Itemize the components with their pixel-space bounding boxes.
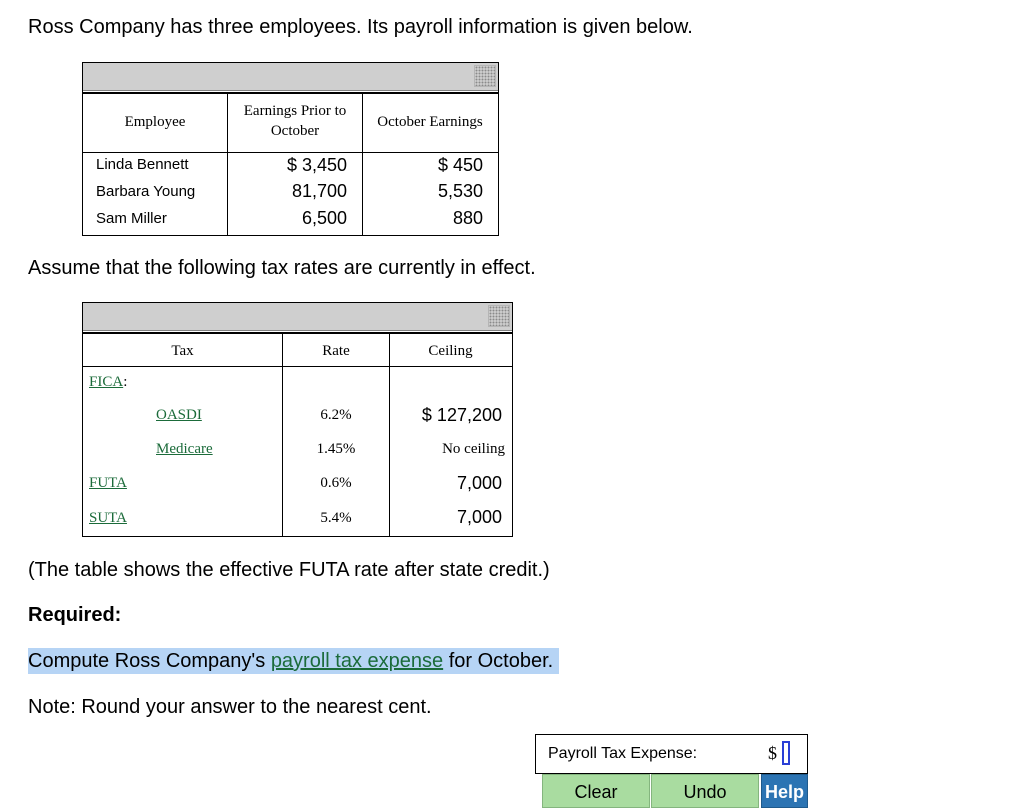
header-earnings-prior-october: October (270, 123, 320, 139)
payroll-tax-expense-link[interactable]: payroll tax expense (270, 650, 444, 672)
oasdi-link[interactable]: OASDI (156, 407, 202, 423)
intro-text: Ross Company has three employees. Its payroll information is given below. (28, 16, 693, 38)
october-earnings: 880 (452, 208, 483, 228)
header-october-earnings: October Earnings (377, 114, 483, 130)
undo-button[interactable]: Undo (651, 774, 759, 808)
medicare-link[interactable]: Medicare (156, 441, 213, 457)
fica-label (89, 374, 127, 391)
futa-link[interactable]: FUTA (89, 475, 127, 491)
october-earnings: 5,530 (437, 181, 483, 201)
payroll-table-titlebar (83, 63, 498, 91)
question-after: for October. (443, 650, 554, 672)
october-earnings: $ 450 (437, 155, 483, 175)
tax-rates-table (82, 302, 513, 537)
answer-row (535, 734, 808, 774)
clear-button[interactable]: Clear (542, 774, 650, 808)
tax-rate: 6.2% (320, 407, 352, 423)
tax-ceiling: No ceiling (442, 441, 505, 457)
answer-widget (535, 734, 808, 808)
tax-rate: 0.6% (320, 475, 352, 491)
question-before: Compute Ross Company's (28, 650, 271, 672)
tax-ceiling: 7,000 (456, 507, 502, 527)
futa-note: (The table shows the effective FUTA rate after state credit.) (28, 559, 550, 581)
earnings-prior: 81,700 (291, 181, 347, 201)
rounding-note: Note: Round your answer to the nearest cent. (28, 696, 432, 718)
question-text (28, 650, 559, 673)
required-heading: Required: (28, 604, 122, 626)
help-button[interactable]: Help (761, 774, 808, 808)
employee-name: Sam Miller (96, 210, 167, 227)
payroll-table-grip-icon[interactable] (474, 65, 496, 87)
employee-name: Linda Bennett (96, 156, 189, 173)
header-tax: Tax (171, 343, 194, 359)
header-rate: Rate (322, 343, 350, 359)
employee-name: Barbara Young (96, 183, 196, 200)
assume-text: Assume that the following tax rates are currently in effect. (28, 257, 536, 279)
fica-link[interactable]: FICA (89, 374, 124, 390)
tax-rate: 5.4% (320, 510, 352, 526)
fica-colon: : (123, 374, 128, 390)
payroll-tax-expense-input[interactable] (782, 741, 790, 765)
header-employee: Employee (124, 114, 186, 130)
tax-table-grip-icon[interactable] (488, 305, 510, 327)
payroll-table (82, 62, 499, 236)
answer-label: Payroll Tax Expense: (548, 745, 698, 762)
tax-ceiling: $ 127,200 (421, 405, 502, 425)
earnings-prior: $ 3,450 (286, 155, 347, 175)
suta-link[interactable]: SUTA (89, 510, 127, 526)
currency-symbol: $ (768, 743, 777, 763)
earnings-prior: 6,500 (301, 208, 347, 228)
header-earnings-prior: Earnings Prior to (243, 103, 347, 119)
header-ceiling: Ceiling (428, 343, 473, 359)
tax-rate: 1.45% (316, 441, 356, 457)
tax-table-titlebar (83, 303, 512, 331)
tax-ceiling: 7,000 (456, 473, 502, 493)
